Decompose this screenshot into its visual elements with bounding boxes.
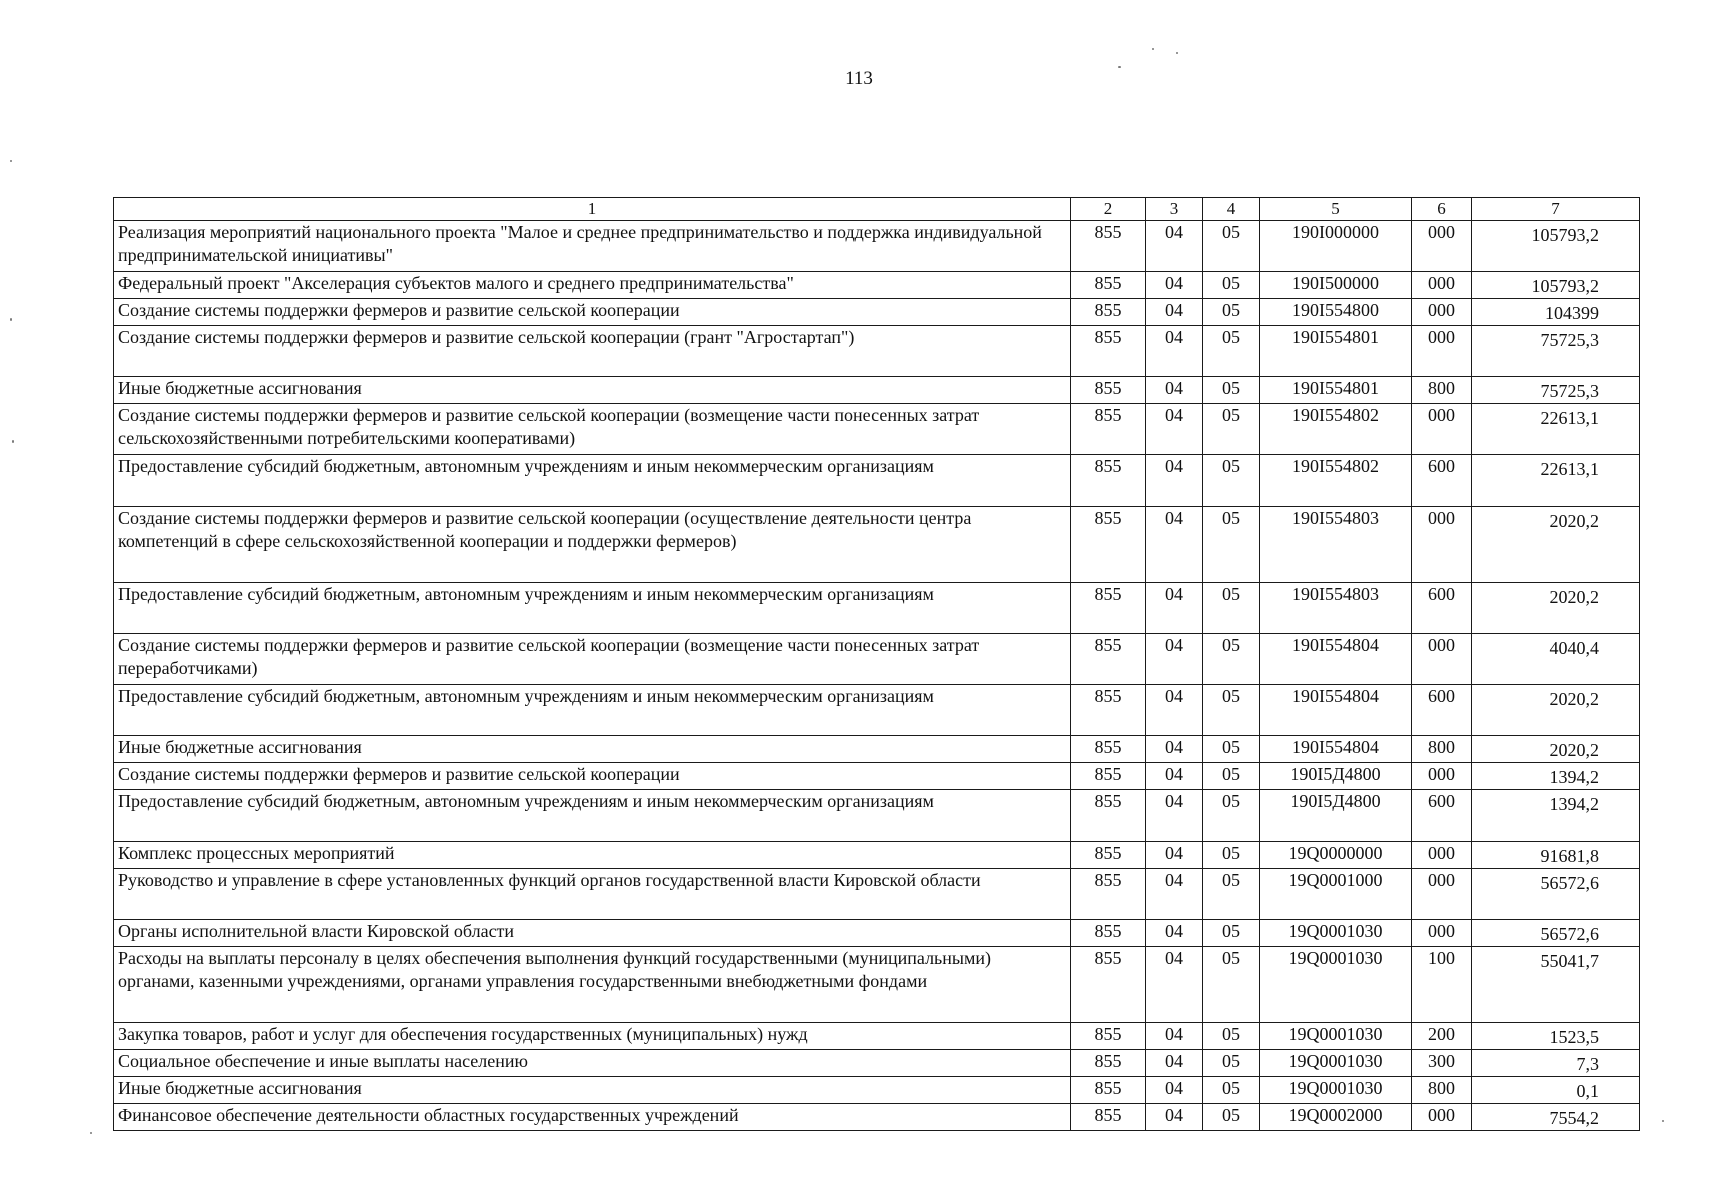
cell-name: Иные бюджетные ассигнования: [114, 736, 1071, 763]
cell-name: Финансовое обеспечение деятельности областных государственных учреждений: [114, 1104, 1071, 1131]
cell-code-3: 04: [1146, 272, 1203, 299]
cell-code-4: 05: [1203, 455, 1260, 507]
cell-code-5: 190I554804: [1260, 685, 1412, 736]
cell-amount: 105793,2: [1472, 221, 1640, 272]
cell-code-2: 855: [1071, 377, 1146, 404]
cell-code-3: 04: [1146, 221, 1203, 272]
cell-code-2: 855: [1071, 326, 1146, 377]
cell-name: Создание системы поддержки фермеров и развитие сельской кооперации (грант "Агростартап"): [114, 326, 1071, 377]
cell-code-2: 855: [1071, 869, 1146, 920]
cell-code-6: 600: [1412, 685, 1472, 736]
cell-code-4: 05: [1203, 326, 1260, 377]
table-row: [114, 404, 1640, 455]
cell-code-5: 19Q0001030: [1260, 1077, 1412, 1104]
cell-code-4: 05: [1203, 1077, 1260, 1104]
cell-code-4: 05: [1203, 736, 1260, 763]
header-col-2: 2: [1071, 198, 1146, 221]
cell-code-3: 04: [1146, 790, 1203, 842]
header-col-3: 3: [1146, 198, 1203, 221]
table-row: [114, 221, 1640, 272]
cell-name: Иные бюджетные ассигнования: [114, 1077, 1071, 1104]
header-col-7: 7: [1472, 198, 1640, 221]
scan-speck: [12, 440, 14, 443]
cell-code-5: 19Q0001030: [1260, 920, 1412, 947]
cell-code-4: 05: [1203, 404, 1260, 455]
cell-amount: 22613,1: [1472, 404, 1640, 455]
cell-code-4: 05: [1203, 790, 1260, 842]
scan-speck: [90, 1132, 92, 1134]
table-row: [114, 947, 1640, 1023]
table-row: [114, 1077, 1640, 1104]
cell-code-6: 600: [1412, 455, 1472, 507]
cell-code-3: 04: [1146, 1023, 1203, 1050]
cell-code-3: 04: [1146, 1077, 1203, 1104]
cell-code-6: 600: [1412, 790, 1472, 842]
cell-name: Органы исполнительной власти Кировской области: [114, 920, 1071, 947]
cell-amount: 2020,2: [1472, 685, 1640, 736]
cell-code-2: 855: [1071, 1077, 1146, 1104]
header-col-6: 6: [1412, 198, 1472, 221]
cell-code-6: 000: [1412, 272, 1472, 299]
cell-code-5: 190I5Д4800: [1260, 790, 1412, 842]
header-col-5: 5: [1260, 198, 1412, 221]
cell-amount: 1523,5: [1472, 1023, 1640, 1050]
cell-code-3: 04: [1146, 736, 1203, 763]
cell-code-3: 04: [1146, 377, 1203, 404]
cell-code-3: 04: [1146, 583, 1203, 634]
cell-code-3: 04: [1146, 842, 1203, 869]
table-row: [114, 685, 1640, 736]
cell-amount: 2020,2: [1472, 583, 1640, 634]
cell-amount: 55041,7: [1472, 947, 1640, 1023]
cell-code-6: 000: [1412, 634, 1472, 685]
cell-code-6: 000: [1412, 404, 1472, 455]
cell-name: Создание системы поддержки фермеров и развитие сельской кооперации (осуществление деятельности центра компетенций в сфере сельскохозяйственной кооперации и поддержки фермеров): [114, 507, 1071, 583]
header-col-1: 1: [114, 198, 1071, 221]
cell-amount: 91681,8: [1472, 842, 1640, 869]
cell-code-5: 19Q0001000: [1260, 869, 1412, 920]
cell-name: Социальное обеспечение и иные выплаты населению: [114, 1050, 1071, 1077]
cell-code-2: 855: [1071, 947, 1146, 1023]
cell-code-6: 000: [1412, 763, 1472, 790]
cell-code-5: 19Q0002000: [1260, 1104, 1412, 1131]
cell-code-6: 000: [1412, 920, 1472, 947]
scan-speck: [1118, 66, 1121, 68]
cell-amount: 7,3: [1472, 1050, 1640, 1077]
cell-amount: 0,1: [1472, 1077, 1640, 1104]
cell-code-6: 000: [1412, 1104, 1472, 1131]
scan-speck: [1152, 48, 1154, 50]
table-row: [114, 1104, 1640, 1131]
cell-code-5: 190I554802: [1260, 404, 1412, 455]
table-row: [114, 634, 1640, 685]
cell-code-5: 190I554801: [1260, 377, 1412, 404]
cell-code-5: 190I554804: [1260, 736, 1412, 763]
cell-code-2: 855: [1071, 685, 1146, 736]
cell-code-6: 000: [1412, 869, 1472, 920]
cell-name: Иные бюджетные ассигнования: [114, 377, 1071, 404]
cell-code-4: 05: [1203, 842, 1260, 869]
cell-code-3: 04: [1146, 920, 1203, 947]
cell-code-6: 600: [1412, 583, 1472, 634]
cell-amount: 75725,3: [1472, 377, 1640, 404]
cell-amount: 1394,2: [1472, 790, 1640, 842]
cell-amount: 2020,2: [1472, 736, 1640, 763]
cell-code-5: 19Q0001030: [1260, 1050, 1412, 1077]
table-row: [114, 763, 1640, 790]
cell-code-3: 04: [1146, 326, 1203, 377]
cell-code-3: 04: [1146, 455, 1203, 507]
cell-code-3: 04: [1146, 763, 1203, 790]
cell-code-4: 05: [1203, 920, 1260, 947]
table-row: [114, 790, 1640, 842]
cell-code-4: 05: [1203, 583, 1260, 634]
table-row: [114, 842, 1640, 869]
cell-code-4: 05: [1203, 1023, 1260, 1050]
cell-code-4: 05: [1203, 507, 1260, 583]
cell-code-3: 04: [1146, 869, 1203, 920]
cell-code-4: 05: [1203, 299, 1260, 326]
cell-code-4: 05: [1203, 1050, 1260, 1077]
cell-code-2: 855: [1071, 1023, 1146, 1050]
cell-amount: 4040,4: [1472, 634, 1640, 685]
cell-code-6: 100: [1412, 947, 1472, 1023]
table-row: [114, 1023, 1640, 1050]
cell-code-6: 000: [1412, 507, 1472, 583]
cell-code-2: 855: [1071, 507, 1146, 583]
cell-amount: 104399: [1472, 299, 1640, 326]
cell-code-3: 04: [1146, 404, 1203, 455]
table-row: [114, 299, 1640, 326]
cell-name: Комплекс процессных мероприятий: [114, 842, 1071, 869]
header-col-4: 4: [1203, 198, 1260, 221]
cell-code-3: 04: [1146, 1104, 1203, 1131]
header-row: [114, 198, 1640, 221]
cell-code-6: 800: [1412, 736, 1472, 763]
cell-name: Реализация мероприятий национального проекта "Малое и среднее предпринимательство и поддержка индивидуальной предпринимательской инициативы": [114, 221, 1071, 272]
cell-name: Создание системы поддержки фермеров и развитие сельской кооперации: [114, 299, 1071, 326]
cell-name: Закупка товаров, работ и услуг для обеспечения государственных (муниципальных) нужд: [114, 1023, 1071, 1050]
cell-code-2: 855: [1071, 634, 1146, 685]
cell-code-4: 05: [1203, 763, 1260, 790]
cell-code-5: 190I500000: [1260, 272, 1412, 299]
cell-code-6: 300: [1412, 1050, 1472, 1077]
cell-code-5: 19Q0000000: [1260, 842, 1412, 869]
table-row: [114, 326, 1640, 377]
budget-table: [113, 197, 1640, 1131]
table-row: [114, 1050, 1640, 1077]
cell-code-5: 190I000000: [1260, 221, 1412, 272]
cell-code-6: 000: [1412, 299, 1472, 326]
cell-code-4: 05: [1203, 947, 1260, 1023]
cell-code-2: 855: [1071, 221, 1146, 272]
cell-name: Руководство и управление в сфере установленных функций органов государственной власти Кировской области: [114, 869, 1071, 920]
cell-amount: 105793,2: [1472, 272, 1640, 299]
cell-code-3: 04: [1146, 947, 1203, 1023]
cell-code-6: 800: [1412, 377, 1472, 404]
table-row: [114, 272, 1640, 299]
cell-code-4: 05: [1203, 869, 1260, 920]
scan-speck: [1176, 52, 1178, 54]
cell-code-5: 190I554802: [1260, 455, 1412, 507]
cell-code-3: 04: [1146, 507, 1203, 583]
cell-code-4: 05: [1203, 634, 1260, 685]
cell-amount: 7554,2: [1472, 1104, 1640, 1131]
cell-code-4: 05: [1203, 1104, 1260, 1131]
cell-code-2: 855: [1071, 1104, 1146, 1131]
cell-name: Расходы на выплаты персоналу в целях обеспечения выполнения функций государственными (муниципальными) органами, казенными учреждениями, органами управления государственными внебюджетными фондами: [114, 947, 1071, 1023]
cell-amount: 22613,1: [1472, 455, 1640, 507]
scan-speck: [1662, 1120, 1664, 1122]
cell-code-2: 855: [1071, 736, 1146, 763]
cell-code-2: 855: [1071, 763, 1146, 790]
scan-speck: [10, 160, 12, 162]
cell-name: Создание системы поддержки фермеров и развитие сельской кооперации (возмещение части понесенных затрат переработчиками): [114, 634, 1071, 685]
cell-amount: 56572,6: [1472, 920, 1640, 947]
table-row: [114, 377, 1640, 404]
cell-code-6: 000: [1412, 221, 1472, 272]
cell-code-5: 190I554803: [1260, 507, 1412, 583]
cell-code-3: 04: [1146, 634, 1203, 685]
cell-code-5: 190I5Д4800: [1260, 763, 1412, 790]
cell-code-4: 05: [1203, 685, 1260, 736]
cell-code-4: 05: [1203, 272, 1260, 299]
cell-name: Создание системы поддержки фермеров и развитие сельской кооперации: [114, 763, 1071, 790]
cell-amount: 2020,2: [1472, 507, 1640, 583]
cell-code-5: 19Q0001030: [1260, 1023, 1412, 1050]
cell-name: Предоставление субсидий бюджетным, автономным учреждениям и иным некоммерческим организациям: [114, 790, 1071, 842]
table-row: [114, 583, 1640, 634]
cell-code-6: 000: [1412, 326, 1472, 377]
table-row: [114, 920, 1640, 947]
scan-speck: [10, 318, 12, 321]
cell-name: Предоставление субсидий бюджетным, автономным учреждениям и иным некоммерческим организациям: [114, 583, 1071, 634]
cell-code-2: 855: [1071, 583, 1146, 634]
cell-code-3: 04: [1146, 1050, 1203, 1077]
cell-code-2: 855: [1071, 455, 1146, 507]
cell-code-2: 855: [1071, 404, 1146, 455]
cell-code-4: 05: [1203, 377, 1260, 404]
cell-amount: 1394,2: [1472, 763, 1640, 790]
cell-code-3: 04: [1146, 299, 1203, 326]
table-row: [114, 455, 1640, 507]
cell-name: Предоставление субсидий бюджетным, автономным учреждениям и иным некоммерческим организациям: [114, 455, 1071, 507]
cell-code-3: 04: [1146, 685, 1203, 736]
cell-code-6: 800: [1412, 1077, 1472, 1104]
cell-name: Федеральный проект "Акселерация субъектов малого и среднего предпринимательства": [114, 272, 1071, 299]
page-number: 113: [845, 68, 873, 89]
cell-code-2: 855: [1071, 790, 1146, 842]
cell-name: Создание системы поддержки фермеров и развитие сельской кооперации (возмещение части понесенных затрат сельскохозяйственными потребительскими кооперативами): [114, 404, 1071, 455]
cell-amount: 75725,3: [1472, 326, 1640, 377]
cell-code-5: 19Q0001030: [1260, 947, 1412, 1023]
table-row: [114, 869, 1640, 920]
cell-code-2: 855: [1071, 920, 1146, 947]
cell-code-2: 855: [1071, 299, 1146, 326]
cell-code-5: 190I554801: [1260, 326, 1412, 377]
cell-code-2: 855: [1071, 842, 1146, 869]
cell-code-2: 855: [1071, 272, 1146, 299]
cell-amount: 56572,6: [1472, 869, 1640, 920]
table-row: [114, 736, 1640, 763]
cell-code-4: 05: [1203, 221, 1260, 272]
cell-code-2: 855: [1071, 1050, 1146, 1077]
cell-code-5: 190I554803: [1260, 583, 1412, 634]
cell-name: Предоставление субсидий бюджетным, автономным учреждениям и иным некоммерческим организациям: [114, 685, 1071, 736]
cell-code-6: 200: [1412, 1023, 1472, 1050]
cell-code-6: 000: [1412, 842, 1472, 869]
cell-code-5: 190I554804: [1260, 634, 1412, 685]
cell-code-5: 190I554800: [1260, 299, 1412, 326]
table-row: [114, 507, 1640, 583]
